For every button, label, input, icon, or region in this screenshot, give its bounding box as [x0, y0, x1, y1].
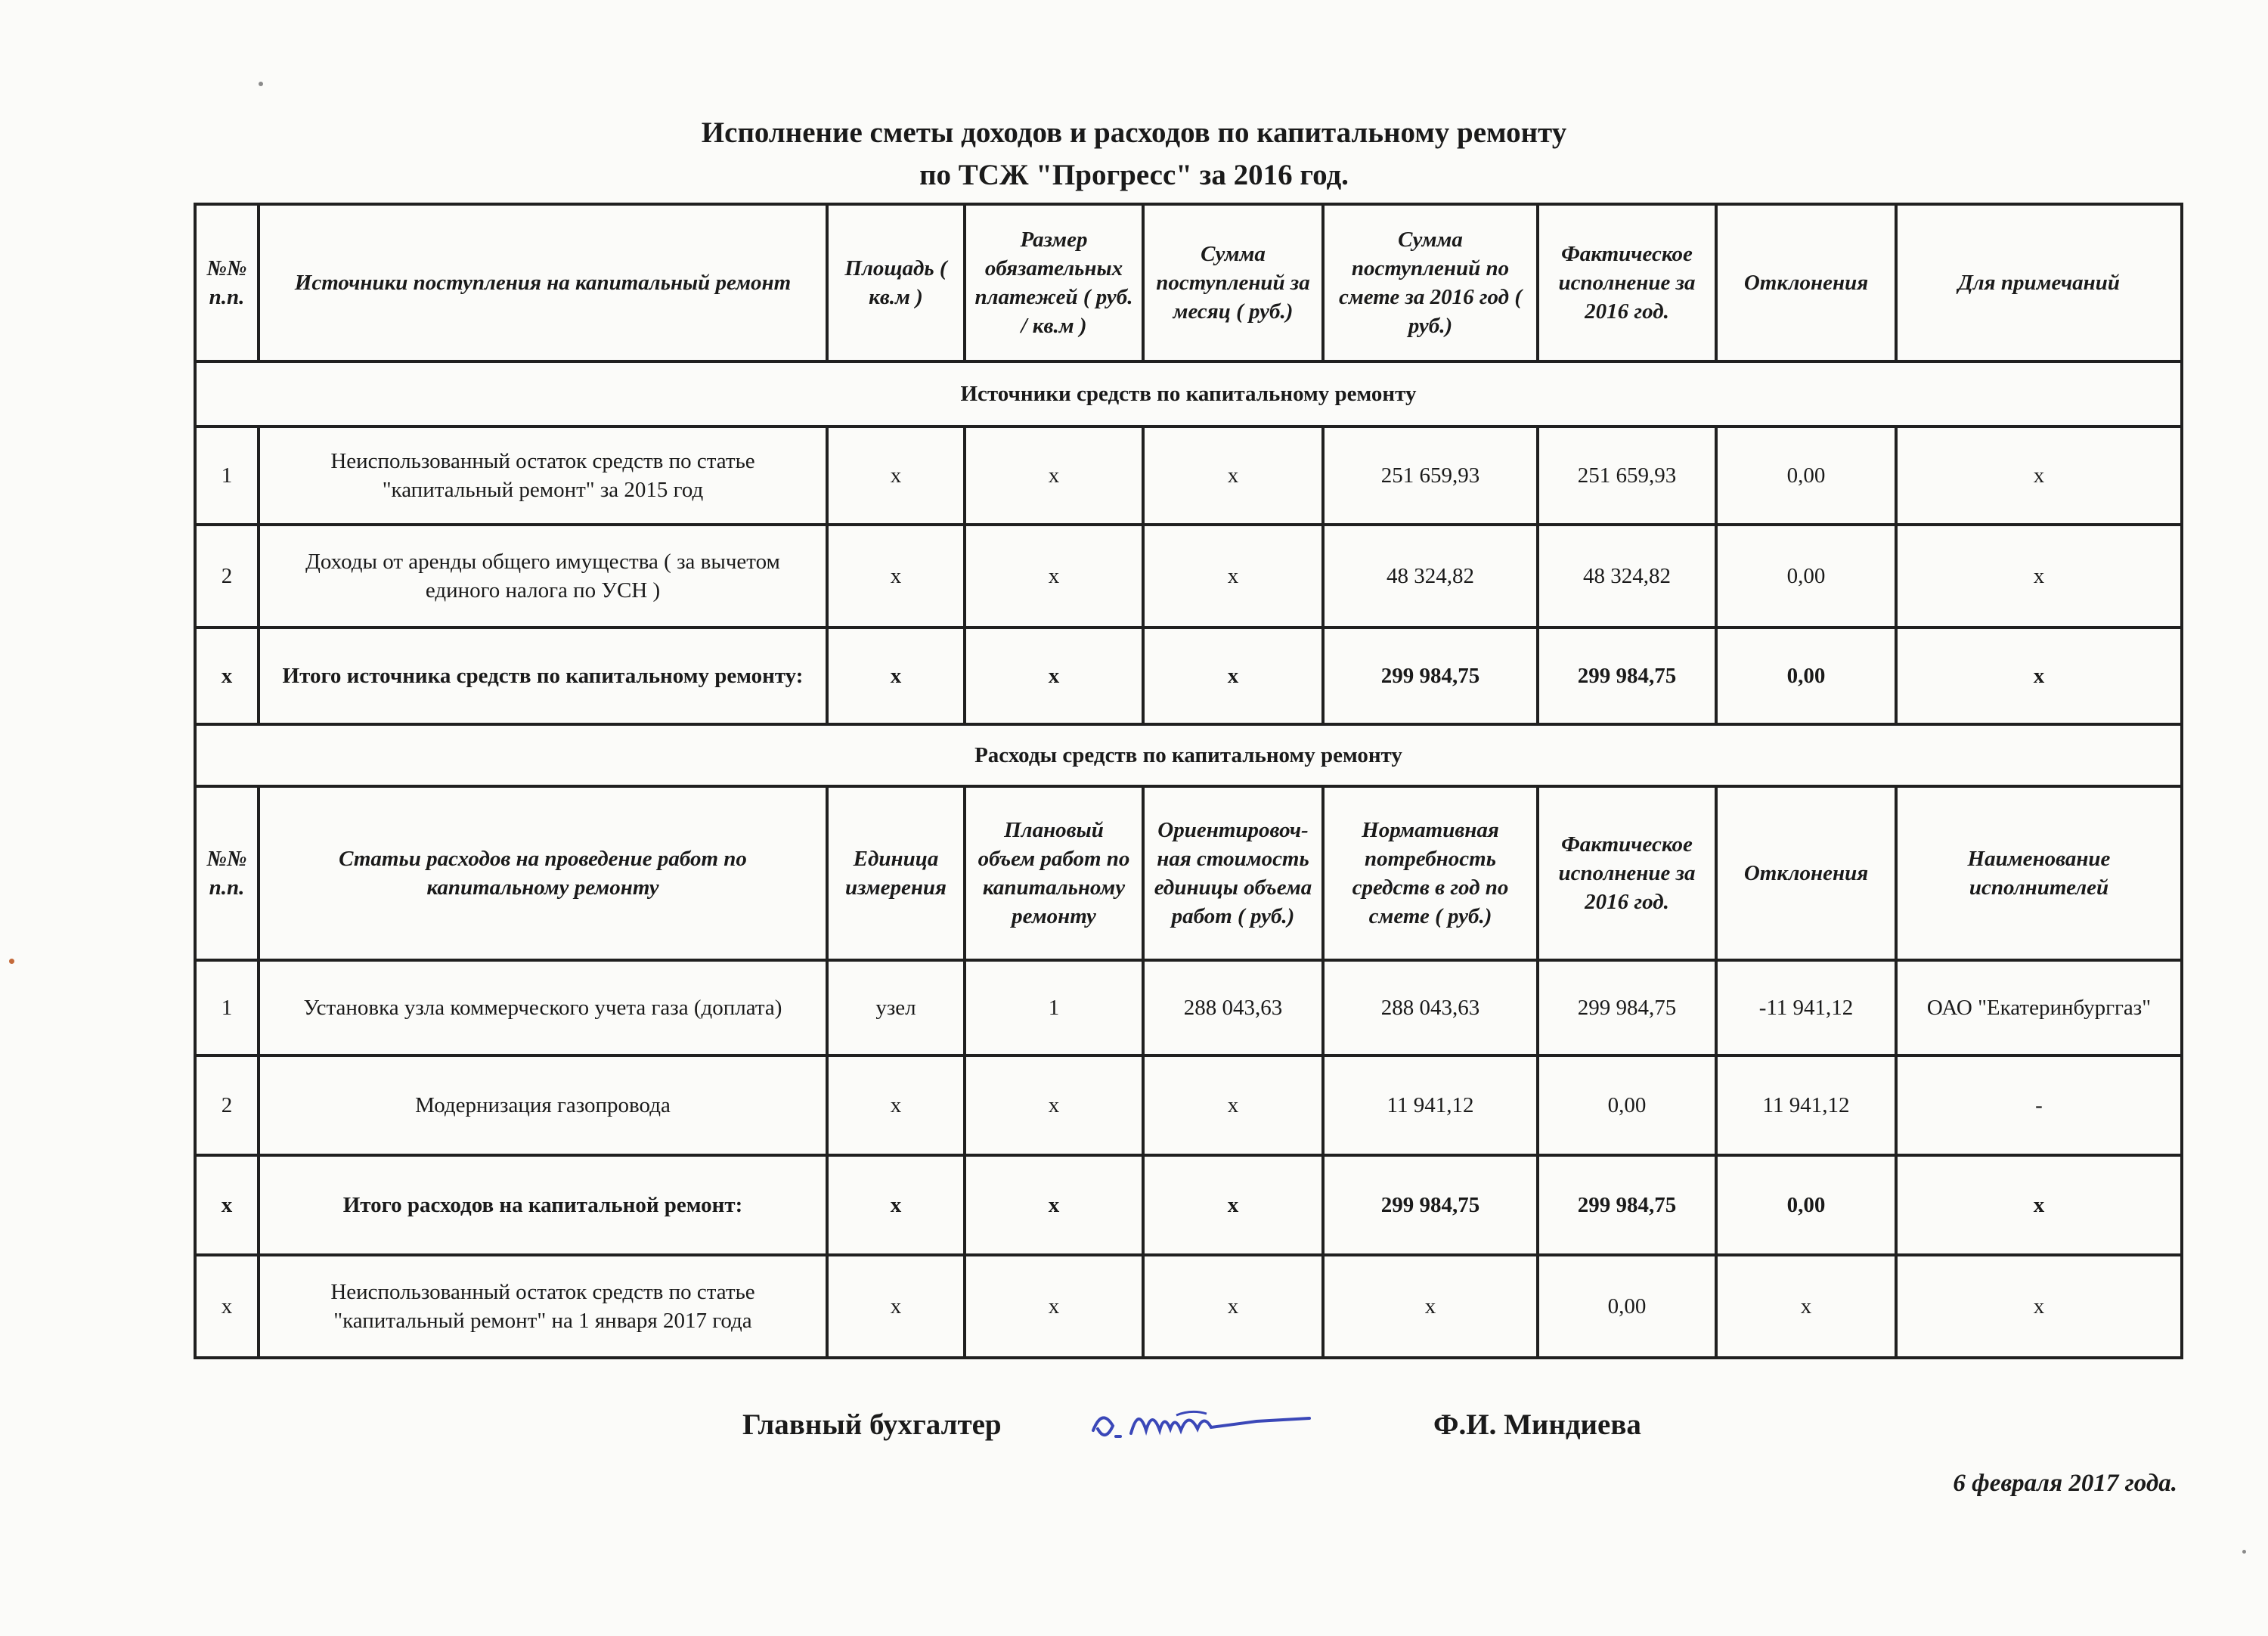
income-section: [195, 204, 2182, 724]
table-cell: 299 984,75: [1323, 1155, 1538, 1255]
cell-description: Доходы от аренды общего имущества ( за вычетом единого налога по УСН ): [259, 525, 827, 627]
accountant-name: Ф.И. Миндиева: [1433, 1408, 1641, 1441]
expenses-total-row: [195, 1155, 2182, 1255]
table-cell: 0,00: [1716, 525, 1896, 627]
table-cell: Нормативная потребность средств в год по смете ( руб.): [1323, 786, 1538, 960]
accountant-position: Главный бухгалтер: [742, 1408, 1002, 1441]
table-cell: х: [195, 1255, 259, 1358]
table-cell: х: [1896, 1255, 2182, 1358]
table-cell: х: [827, 525, 965, 627]
table-cell: 0,00: [1538, 1055, 1716, 1155]
table-cell: Отклонения: [1716, 786, 1896, 960]
table-row: [195, 426, 2182, 525]
table-cell: х: [1896, 627, 2182, 724]
income-section-title: Источники средств по капитальному ремонту: [195, 361, 2182, 426]
document-date: 6 февраля 2017 года.: [1953, 1470, 2177, 1497]
table-cell: х: [965, 525, 1143, 627]
table-cell: Единица измерения: [827, 786, 965, 960]
table-cell: Фактическое исполнение за 2016 год.: [1538, 204, 1716, 361]
table-cell: х: [1143, 426, 1323, 525]
table-cell: х: [965, 627, 1143, 724]
table-cell: 2: [195, 525, 259, 627]
table-cell: 299 984,75: [1538, 627, 1716, 724]
table-cell: х: [827, 1155, 965, 1255]
table-cell: 251 659,93: [1323, 426, 1538, 525]
table-cell: х: [1896, 426, 2182, 525]
table-cell: Отклонения: [1716, 204, 1896, 361]
table-cell: 1: [965, 960, 1143, 1055]
table-cell: Сумма поступлений по смете за 2016 год ( руб.): [1323, 204, 1538, 361]
table-cell: х: [827, 1255, 965, 1358]
table-cell: узел: [827, 960, 965, 1055]
table-cell: №№ п.п.: [195, 204, 259, 361]
table-cell: Наименование исполнителей: [1896, 786, 2182, 960]
table-cell: х: [1143, 1055, 1323, 1155]
cell-description: Модернизация газопровода: [259, 1055, 827, 1155]
table-cell: 48 324,82: [1323, 525, 1538, 627]
table-cell: Размер обязательных платежей ( руб. / кв.м ): [965, 204, 1143, 361]
table-cell: 299 984,75: [1538, 1155, 1716, 1255]
table-cell: х: [827, 426, 965, 525]
table-cell: 11 941,12: [1323, 1055, 1538, 1155]
title-line-2: по ТСЖ "Прогресс" за 2016 год.: [919, 159, 1349, 191]
income-header-row: [195, 204, 2182, 361]
table-cell: х: [965, 1155, 1143, 1255]
scan-speck: [2242, 1550, 2246, 1554]
table-cell: Ориентировоч-ная стоимость единицы объема работ ( руб.): [1143, 786, 1323, 960]
cell-description: Неиспользованный остаток средств по статье "капитальный ремонт" за 2015 год: [259, 426, 827, 525]
table-cell: 0,00: [1716, 627, 1896, 724]
expenses-section-title: Расходы средств по капитальному ремонту: [195, 724, 2182, 786]
table-cell: х: [965, 426, 1143, 525]
cell-description: Установка узла коммерческого учета газа (доплата): [259, 960, 827, 1055]
cell-description: Итого расходов на капитальной ремонт:: [259, 1155, 827, 1255]
table-cell: №№ п.п.: [195, 786, 259, 960]
table-cell: х: [1143, 525, 1323, 627]
table-cell: 288 043,63: [1323, 960, 1538, 1055]
table-cell: 11 941,12: [1716, 1055, 1896, 1155]
table-cell: х: [965, 1055, 1143, 1155]
expenses-section: [195, 724, 2182, 1358]
table-cell: 48 324,82: [1538, 525, 1716, 627]
table-cell: 2: [195, 1055, 259, 1155]
table-cell: х: [1143, 1155, 1323, 1255]
table-cell: Для примечаний: [1896, 204, 2182, 361]
table-cell: 299 984,75: [1538, 960, 1716, 1055]
scan-speck: [9, 959, 14, 964]
table-cell: х: [1143, 627, 1323, 724]
table-cell: 251 659,93: [1538, 426, 1716, 525]
table-cell: х: [827, 627, 965, 724]
table-cell: х: [1896, 525, 2182, 627]
cell-description: Статьи расходов на проведение работ по капитальному ремонту: [259, 786, 827, 960]
table-cell: -: [1896, 1055, 2182, 1155]
table-cell: Плановый объем работ по капитальному ремонту: [965, 786, 1143, 960]
table-cell: х: [1323, 1255, 1538, 1358]
table-cell: х: [965, 1255, 1143, 1358]
table-cell: х: [1896, 1155, 2182, 1255]
document-title: [0, 112, 2268, 197]
table-cell: Площадь ( кв.м ): [827, 204, 965, 361]
table-cell: х: [827, 1055, 965, 1155]
title-line-1: Исполнение сметы доходов и расходов по капитальному ремонту: [701, 116, 1567, 149]
table-cell: -11 941,12: [1716, 960, 1896, 1055]
expenses-header-row: [195, 786, 2182, 960]
table-cell: 288 043,63: [1143, 960, 1323, 1055]
cell-description: Источники поступления на капитальный ремонт: [259, 204, 827, 361]
table-cell: ОАО "Екатеринбурггаз": [1896, 960, 2182, 1055]
scan-speck: [259, 82, 263, 86]
table-cell: х: [195, 1155, 259, 1255]
table-cell: 0,00: [1538, 1255, 1716, 1358]
table-cell: х: [195, 627, 259, 724]
table-row: [195, 525, 2182, 627]
signature-image: [1086, 1400, 1358, 1453]
budget-table: [194, 203, 2183, 1359]
table-cell: 1: [195, 426, 259, 525]
table-cell: Сумма поступлений за месяц ( руб.): [1143, 204, 1323, 361]
cell-description: Итого источника средств по капитальному ремонту:: [259, 627, 827, 724]
table-row: [195, 1055, 2182, 1155]
table-cell: х: [1143, 1255, 1323, 1358]
table-row: [195, 960, 2182, 1055]
cell-description: Неиспользованный остаток средств по статье "капитальный ремонт" на 1 января 2017 года: [259, 1255, 827, 1358]
table-cell: 0,00: [1716, 1155, 1896, 1255]
income-section-title-row: [195, 361, 2182, 426]
expenses-section-title-row: [195, 724, 2182, 786]
income-total-row: [195, 627, 2182, 724]
table-cell: Фактическое исполнение за 2016 год.: [1538, 786, 1716, 960]
remainder-row: [195, 1255, 2182, 1358]
table-cell: 0,00: [1716, 426, 1896, 525]
table-cell: 299 984,75: [1323, 627, 1538, 724]
table-cell: х: [1716, 1255, 1896, 1358]
table-cell: 1: [195, 960, 259, 1055]
